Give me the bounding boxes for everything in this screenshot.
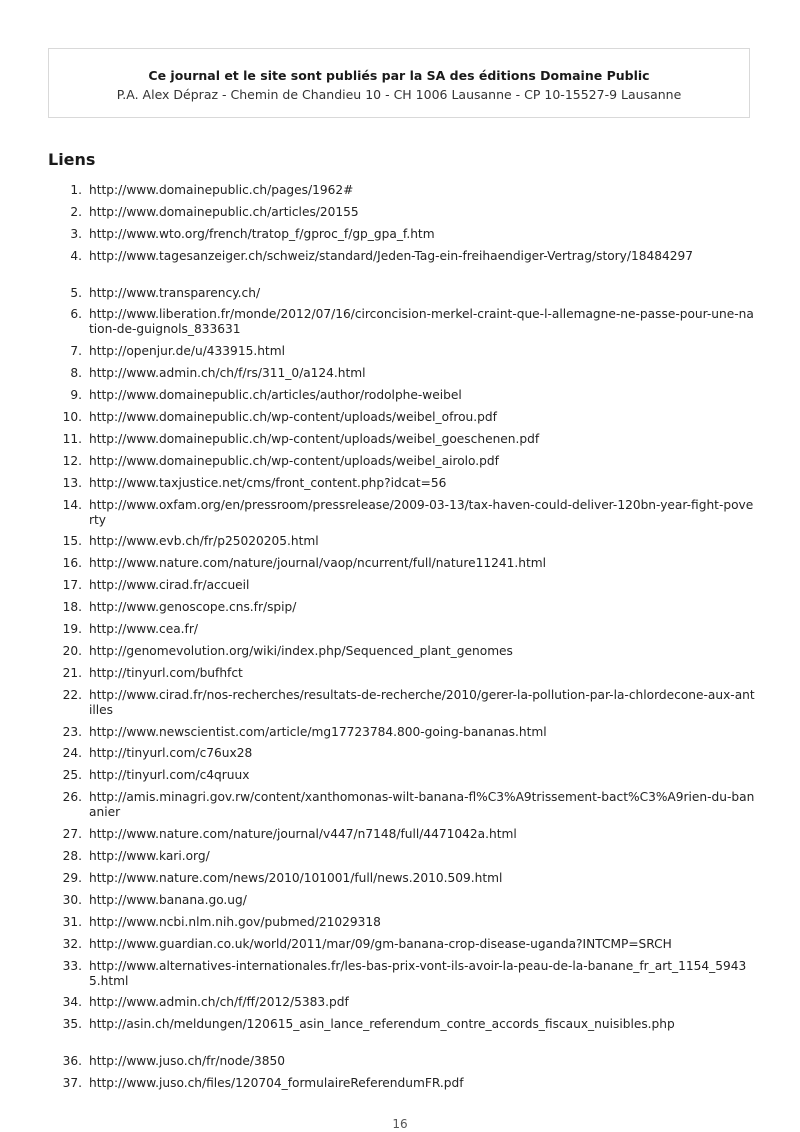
list-item <box>56 849 756 871</box>
link-url[interactable]: http://www.wto.org/french/tratop_f/gproc_f/gp_gpa_f.htm <box>89 226 435 241</box>
list-item <box>56 344 756 366</box>
link-number: 23. <box>62 724 82 739</box>
list-item <box>56 893 756 915</box>
link-number: 13. <box>62 475 82 490</box>
link-url[interactable]: http://www.banana.go.ug/ <box>89 892 247 907</box>
link-number: 29. <box>62 870 82 885</box>
list-item <box>56 227 756 249</box>
link-number: 1. <box>70 183 82 197</box>
link-number: 21. <box>62 665 82 680</box>
list-item <box>56 827 756 849</box>
link-number: 4. <box>70 248 82 263</box>
link-number: 26. <box>62 790 82 805</box>
link-url[interactable]: http://www.domainepublic.ch/pages/1962# <box>89 183 354 197</box>
page-number: 16 <box>392 1117 408 1131</box>
list-item <box>56 915 756 937</box>
link-number: 5. <box>70 285 82 300</box>
publisher-statement: Ce journal et le site sont publiés par la SA des éditions Domaine Public <box>148 68 650 83</box>
list-item <box>56 871 756 893</box>
list-item <box>56 556 756 578</box>
link-url[interactable]: http://www.cirad.fr/accueil <box>89 578 250 593</box>
link-number: 15. <box>62 534 82 549</box>
publisher-info-box <box>48 48 750 118</box>
link-url[interactable]: http://www.kari.org/ <box>89 849 210 864</box>
list-item <box>56 746 756 768</box>
link-url[interactable]: http://www.genoscope.cns.fr/spip/ <box>89 600 297 615</box>
link-number: 17. <box>62 578 82 593</box>
list-item <box>56 249 756 286</box>
link-number: 7. <box>70 344 82 359</box>
list-item <box>56 959 756 996</box>
list-item <box>56 183 756 205</box>
link-number: 12. <box>62 453 82 468</box>
links-list <box>56 183 756 1098</box>
link-number: 11. <box>62 431 82 446</box>
link-number: 3. <box>70 226 82 241</box>
link-url[interactable]: http://amis.minagri.gov.rw/content/xanthomonas-wilt-banana-fl%C3%A9trissement-bact%C3%A9rien-du-bananier <box>89 790 755 820</box>
link-number: 35. <box>62 1017 82 1032</box>
link-url[interactable]: http://asin.ch/meldungen/120615_asin_lance_referendum_contre_accords_fiscaux_nuisibles.php <box>89 1017 675 1032</box>
link-number: 36. <box>62 1054 82 1069</box>
link-url[interactable]: http://www.tagesanzeiger.ch/schweiz/standard/Jeden-Tag-ein-freihaendiger-Vertrag/story/18484297 <box>89 248 694 263</box>
link-url[interactable]: http://www.oxfam.org/en/pressroom/pressrelease/2009-03-13/tax-haven-could-deliver-120bn-year-fight-poverty <box>89 497 754 527</box>
link-url[interactable]: http://www.domainepublic.ch/wp-content/uploads/weibel_ofrou.pdf <box>89 410 497 425</box>
link-number: 37. <box>62 1076 82 1091</box>
list-item <box>56 666 756 688</box>
link-number: 27. <box>62 827 82 842</box>
link-url[interactable]: http://www.newscientist.com/article/mg17723784.800-going-bananas.html <box>89 724 547 739</box>
link-number: 24. <box>62 746 82 761</box>
link-number: 25. <box>62 768 82 783</box>
link-number: 6. <box>70 307 82 322</box>
link-url[interactable]: http://tinyurl.com/c76ux28 <box>89 746 253 761</box>
list-item <box>56 534 756 556</box>
link-url[interactable]: http://www.nature.com/nature/journal/vaop/ncurrent/full/nature11241.html <box>89 556 547 571</box>
link-number: 19. <box>62 622 82 637</box>
link-url[interactable]: http://www.taxjustice.net/cms/front_content.php?idcat=56 <box>89 475 447 490</box>
list-item <box>56 790 756 827</box>
link-url[interactable]: http://www.domainepublic.ch/wp-content/uploads/weibel_goeschenen.pdf <box>89 431 540 446</box>
link-number: 30. <box>62 892 82 907</box>
link-url[interactable]: http://www.admin.ch/ch/f/ff/2012/5383.pdf <box>89 995 349 1010</box>
list-item <box>56 388 756 410</box>
list-item <box>56 366 756 388</box>
link-url[interactable]: http://www.cirad.fr/nos-recherches/resultats-de-recherche/2010/gerer-la-pollution-par-la-chlordecone-aux-antilles <box>89 687 755 717</box>
list-item <box>56 622 756 644</box>
link-url[interactable]: http://www.domainepublic.ch/wp-content/uploads/weibel_airolo.pdf <box>89 453 499 468</box>
list-item <box>56 937 756 959</box>
list-item <box>56 1076 756 1098</box>
link-url[interactable]: http://www.juso.ch/fr/node/3850 <box>89 1054 286 1069</box>
link-url[interactable]: http://www.juso.ch/files/120704_formulaireReferendumFR.pdf <box>89 1076 464 1091</box>
list-item <box>56 476 756 498</box>
list-item <box>56 578 756 600</box>
list-item <box>56 725 756 747</box>
links-section-title: Liens <box>48 150 96 169</box>
link-url[interactable]: http://www.domainepublic.ch/articles/author/rodolphe-weibel <box>89 388 462 403</box>
list-item <box>56 688 756 725</box>
list-item <box>56 768 756 790</box>
link-url[interactable]: http://www.admin.ch/ch/f/rs/311_0/a124.html <box>89 366 366 381</box>
list-item <box>56 498 756 535</box>
link-number: 18. <box>62 600 82 615</box>
link-url[interactable]: http://www.nature.com/nature/journal/v447/n7148/full/4471042a.html <box>89 827 517 842</box>
link-url[interactable]: http://openjur.de/u/433915.html <box>89 344 285 359</box>
link-number: 22. <box>62 687 82 702</box>
link-number: 32. <box>62 936 82 951</box>
list-item <box>56 307 756 344</box>
link-number: 31. <box>62 914 82 929</box>
link-url[interactable]: http://www.cea.fr/ <box>89 622 198 637</box>
link-number: 20. <box>62 643 82 658</box>
link-number: 8. <box>70 366 82 381</box>
link-number: 16. <box>62 556 82 571</box>
list-item <box>56 286 756 308</box>
link-url[interactable]: http://tinyurl.com/c4qruux <box>89 768 250 783</box>
list-item <box>56 454 756 476</box>
link-url[interactable]: http://www.guardian.co.uk/world/2011/mar/09/gm-banana-crop-disease-uganda?INTCMP=SRCH <box>89 936 672 951</box>
list-item <box>56 995 756 1017</box>
link-url[interactable]: http://genomevolution.org/wiki/index.php/Sequenced_plant_genomes <box>89 643 513 658</box>
link-number: 10. <box>62 410 82 425</box>
list-item <box>56 410 756 432</box>
link-url[interactable]: http://www.liberation.fr/monde/2012/07/16/circoncision-merkel-craint-que-l-allemagne-ne-passe-pour-une-nation-de-guignols_833631 <box>89 307 754 337</box>
list-item <box>56 432 756 454</box>
list-item <box>56 205 756 227</box>
link-number: 9. <box>70 388 82 403</box>
link-number: 34. <box>62 995 82 1010</box>
list-item <box>56 1054 756 1076</box>
list-item <box>56 600 756 622</box>
list-item <box>56 1017 756 1054</box>
link-number: 33. <box>62 958 82 973</box>
link-url[interactable]: http://www.evb.ch/fr/p25020205.html <box>89 534 319 549</box>
link-url[interactable]: http://www.nature.com/news/2010/101001/full/news.2010.509.html <box>89 870 503 885</box>
link-url[interactable]: http://www.domainepublic.ch/articles/20155 <box>89 204 359 219</box>
link-url[interactable]: http://www.ncbi.nlm.nih.gov/pubmed/21029318 <box>89 914 381 929</box>
link-url[interactable]: http://tinyurl.com/bufhfct <box>89 665 243 680</box>
link-number: 14. <box>62 497 82 512</box>
list-item <box>56 644 756 666</box>
link-number: 28. <box>62 849 82 864</box>
link-url[interactable]: http://www.transparency.ch/ <box>89 285 261 300</box>
link-number: 2. <box>70 204 82 219</box>
publisher-address: P.A. Alex Dépraz - Chemin de Chandieu 10 - CH 1006 Lausanne - CP 10-15527-9 Lausanne <box>116 87 682 102</box>
link-url[interactable]: http://www.alternatives-internationales.fr/les-bas-prix-vont-ils-avoir-la-peau-de-la-banane_fr_art_1154_59435.html <box>89 958 747 988</box>
